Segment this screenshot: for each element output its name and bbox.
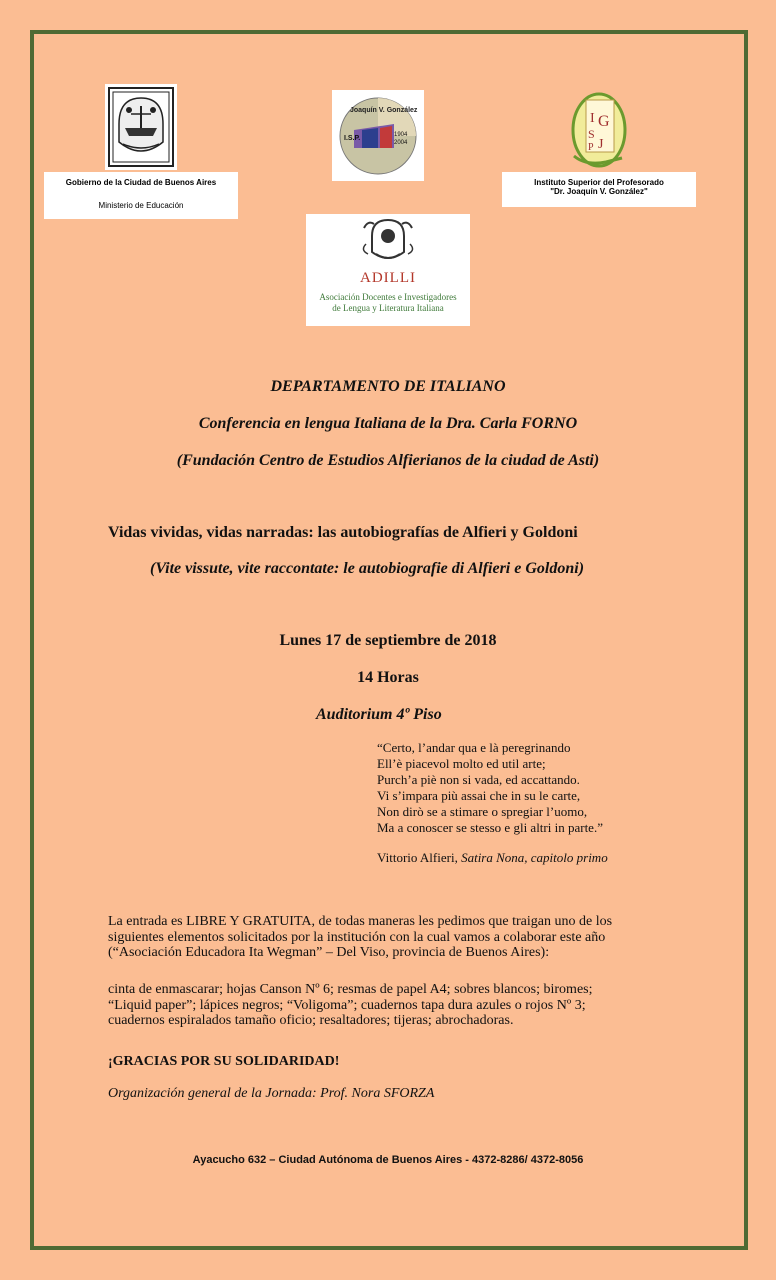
adilli-logo xyxy=(306,214,470,326)
svg-text:S: S xyxy=(588,127,595,141)
items-line: cuadernos espiralados tamaño oficio; resaltadores; tijeras; abrochadoras. xyxy=(108,1013,514,1028)
items-line: cinta de enmascarar; hojas Canson Nº 6; resmas de papel A4; sobres blancos; biromes; xyxy=(108,982,593,997)
event-time: 14 Horas xyxy=(357,669,419,686)
right-logo-caption xyxy=(502,172,696,207)
entry-line: siguientes elementos solicitados por la institución con la cual vamos a colaborar este año xyxy=(108,929,606,945)
entry-paragraph xyxy=(108,914,668,961)
svg-text:I: I xyxy=(590,111,595,126)
isp-jvg-scroll-logo xyxy=(566,86,632,172)
poem-line: Vi s’impara più assai che in su le carte, xyxy=(377,788,581,803)
poem-line: Purch’a piè non si vada, ed accattando. xyxy=(377,772,580,787)
poem-line: “Certo, l’andar qua e là peregrinando xyxy=(377,740,571,755)
adilli-title: ADILLI xyxy=(360,270,416,286)
left-logo-caption xyxy=(44,172,238,219)
event-place: Auditorium 4º Piso xyxy=(316,706,442,723)
svg-text:J: J xyxy=(598,137,604,152)
thanks-text: ¡GRACIAS POR SU SOLIDARIDAD! xyxy=(108,1054,340,1069)
poem-source: Satira Nona, capitolo primo xyxy=(461,850,608,865)
entry-line: (“Asociación Educadora Ita Wegman” – Del Viso, provincia de Buenos Aires): xyxy=(108,945,550,960)
adilli-line-2: de Lengua y Literatura Italiana xyxy=(332,303,444,313)
ministerio-caption: Ministerio de Educación xyxy=(98,201,184,210)
items-paragraph xyxy=(108,982,668,1029)
conference-title: Conferencia en lengua Italiana de la Dra. Carla FORNO xyxy=(198,415,578,432)
svg-text:P: P xyxy=(588,142,594,153)
talk-title-italian: (Vite vissute, vite raccontate: le autobiografie di Alfieri e Goldoni) xyxy=(150,560,585,577)
poem-author: Vittorio Alfieri, xyxy=(377,850,462,865)
svg-text:G: G xyxy=(598,113,610,130)
foundation-subtitle: (Fundación Centro de Estudios Alfierianos de la ciudad de Asti) xyxy=(176,452,600,469)
adilli-line-1: Asociación Docentes e Investigadores xyxy=(319,292,457,302)
isp-text: I.S.P. xyxy=(344,135,361,142)
jvg-centenary-logo xyxy=(332,90,424,181)
poem-line: Ell’è piacevol molto ed util arte; xyxy=(377,756,546,771)
entry-line: La entrada es LIBRE Y GRATUITA, de todas maneras les pedimos que traigan uno de los xyxy=(108,914,613,929)
poem-block xyxy=(377,740,608,866)
talk-title-spanish: Vidas vividas, vidas narradas: las autobiografías de Alfieri y Goldoni xyxy=(108,524,578,541)
adilli-subtitle xyxy=(306,292,470,314)
year-end-text: 2004 xyxy=(394,140,408,146)
buenos-aires-seal-logo xyxy=(105,84,177,170)
department-title: DEPARTAMENTO DE ITALIANO xyxy=(270,378,506,395)
year-start-text: 1904 xyxy=(394,132,408,138)
poem-line: Non dirò se a stimare o spregiar l’uomo, xyxy=(377,804,588,819)
event-date: Lunes 17 de septiembre de 2018 xyxy=(279,632,497,649)
footer-address: Ayacucho 632 – Ciudad Autónoma de Buenos Aires - 4372-8286/ 4372-8056 xyxy=(192,1154,584,1166)
jvg-caption: "Dr. Joaquín V. González" xyxy=(550,187,648,196)
gobierno-caption: Gobierno de la Ciudad de Buenos Aires xyxy=(65,178,217,187)
poem-attribution xyxy=(377,850,608,866)
jvg-name-text: Joaquín V. González xyxy=(350,107,418,114)
poem-line: Ma a conoscer se stesso e gli altri in parte.” xyxy=(377,820,603,835)
items-line: “Liquid paper”; lápices negros; “Voligoma”; cuadernos tapa dura azules o rojos Nº 3; xyxy=(108,997,586,1013)
organization-text: Organización general de la Jornada: Prof. Nora SFORZA xyxy=(108,1086,435,1101)
instituto-caption: Instituto Superior del Profesorado xyxy=(534,178,664,187)
